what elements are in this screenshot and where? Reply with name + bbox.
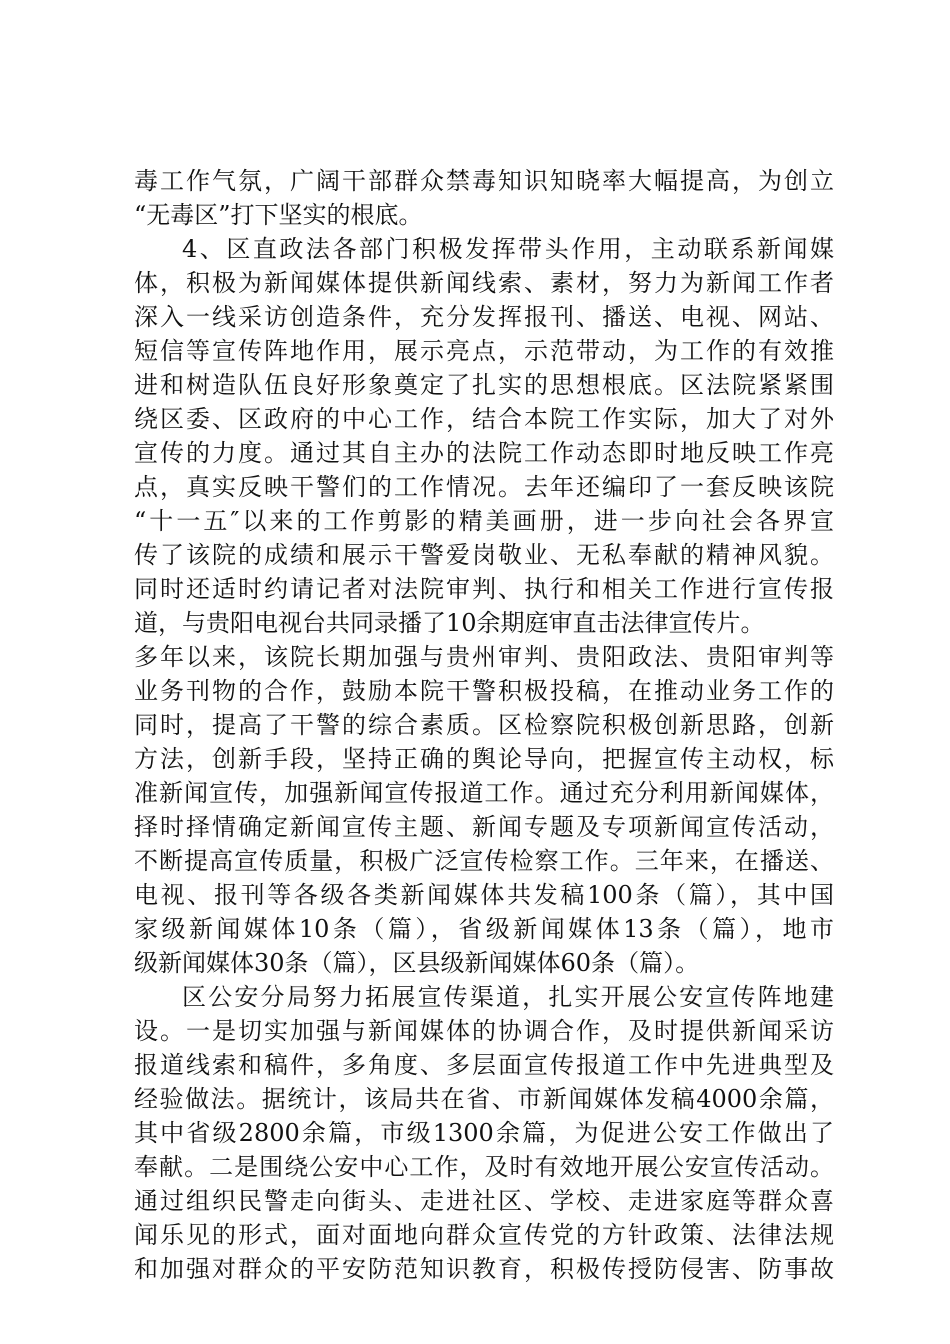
text-line: “无毒区”打下坚实的根底。 [134, 201, 423, 229]
text-line: 业务刊物的合作，鼓励本院干警积极投稿，在推动业务工作的 [134, 677, 834, 705]
text-line: 深入一线采访创造条件，充分发挥报刊、播送、电视、网站、 [134, 303, 834, 331]
text-line: 报道线索和稿件，多角度、多层面宣传报道工作中先进典型及 [134, 1051, 834, 1079]
body-text [134, 164, 834, 1286]
text-line: 电视、报刊等各级各类新闻媒体共发稿100条（篇），其中国 [134, 881, 834, 909]
paragraph-start-line: 4、区直政法各部门积极发挥带头作用，主动联系新闻媒 [182, 235, 834, 263]
text-line: 通过组织民警走向街头、走进社区、学校、走进家庭等群众喜 [134, 1187, 834, 1215]
text-line: 不断提高宣传质量，积极广泛宣传检察工作。三年来，在播送、 [134, 847, 834, 875]
text-line: 同时还适时约请记者对法院审判、执行和相关工作进行宣传报 [134, 575, 834, 603]
paragraph-start-line: 区公安分局努力拓展宣传渠道，扎实开展公安宣传阵地建 [182, 983, 834, 1011]
text-line: 其中省级2800余篇，市级1300余篇，为促进公安工作做出了 [134, 1119, 834, 1147]
text-line: 级新闻媒体30条（篇），区县级新闻媒体60条（篇）。 [134, 949, 700, 977]
text-line: 闻乐见的形式，面对面地向群众宣传党的方针政策、法律法规 [134, 1221, 834, 1249]
text-line: 奉献。二是围绕公安中心工作，及时有效地开展公安宣传活动。 [134, 1153, 834, 1181]
text-line: 宣传的力度。通过其自主办的法院工作动态即时地反映工作亮 [134, 439, 834, 467]
text-line: “十一五″以来的工作剪影的精美画册，进一步向社会各界宣 [134, 507, 834, 535]
text-line: 择时择情确定新闻宣传主题、新闻专题及专项新闻宣传活动， [134, 813, 834, 841]
text-line: 准新闻宣传，加强新闻宣传报道工作。通过充分利用新闻媒体， [134, 779, 834, 807]
text-line: 道，与贵阳电视台共同录播了10余期庭审直击法律宣传片。 [134, 609, 765, 637]
text-line: 经验做法。据统计，该局共在省、市新闻媒体发稿4000余篇， [134, 1085, 834, 1113]
text-line: 设。一是切实加强与新闻媒体的协调合作，及时提供新闻采访 [134, 1017, 834, 1045]
text-line: 家级新闻媒体10条（篇），省级新闻媒体13条（篇），地市 [134, 915, 834, 943]
text-line: 传了该院的成绩和展示干警爱岗敬业、无私奉献的精神风貌。 [134, 541, 834, 569]
text-line: 绕区委、区政府的中心工作，结合本院工作实际，加大了对外 [134, 405, 834, 433]
text-line: 体，积极为新闻媒体提供新闻线索、素材，努力为新闻工作者 [134, 269, 834, 297]
text-line: 短信等宣传阵地作用，展示亮点，示范带动，为工作的有效推 [134, 337, 834, 365]
text-line: 和加强对群众的平安防范知识教育，积极传授防侵害、防事故 [134, 1255, 834, 1283]
text-line: 进和树造队伍良好形象奠定了扎实的思想根底。区法院紧紧围 [134, 371, 834, 399]
text-line: 同时，提高了干警的综合素质。区检察院积极创新思路，创新 [134, 711, 834, 739]
text-line: 毒工作气氛，广阔干部群众禁毒知识知晓率大幅提高，为创立 [134, 167, 834, 195]
text-line: 点，真实反映干警们的工作情况。去年还编印了一套反映该院 [134, 473, 834, 501]
text-line: 方法，创新手段，坚持正确的舆论导向，把握宣传主动权，标 [134, 745, 834, 773]
text-line: 多年以来，该院长期加强与贵州审判、贵阳政法、贵阳审判等 [134, 643, 834, 671]
